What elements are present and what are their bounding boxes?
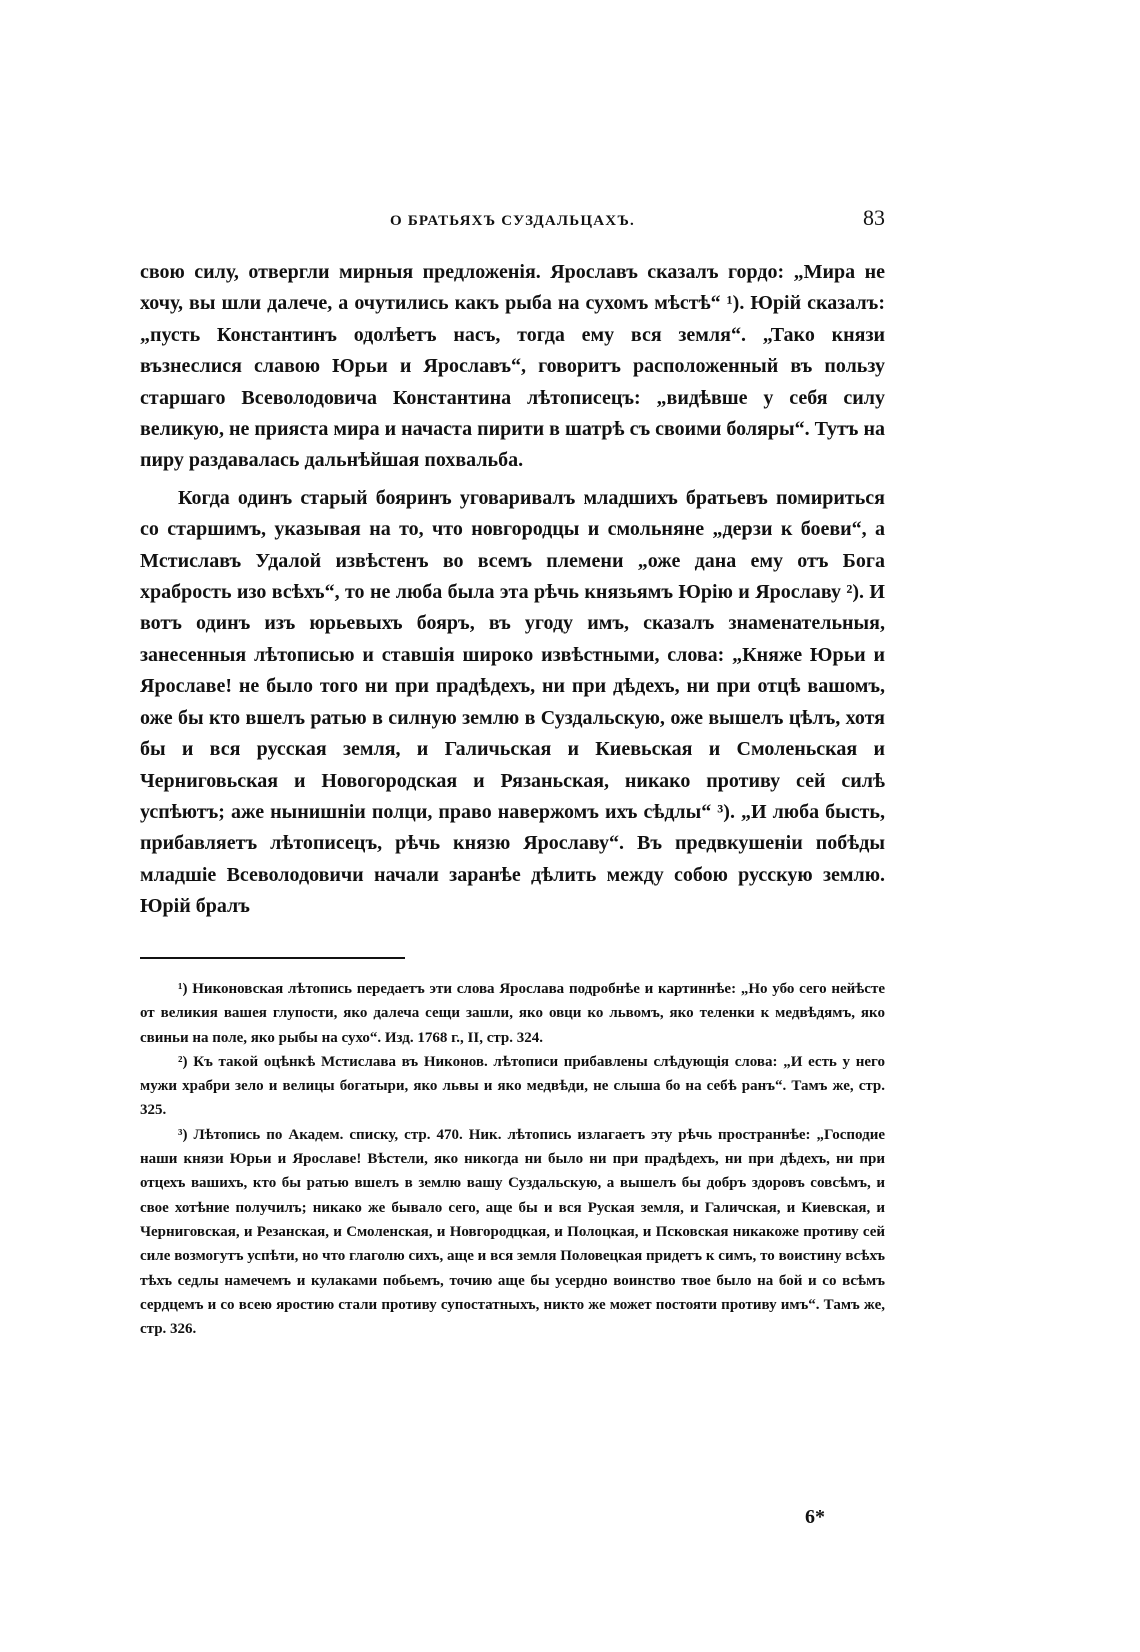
signature-mark: 6* [805,1506,825,1528]
body-paragraph: свою силу, отвергли мирныя предложенія. Ярославъ сказалъ гордо: „Мира не хочу, вы шли далече, а очутились какъ рыба на сухомъ мѣстѣ“ ¹). Юрій сказалъ: „пусть Константинъ одолѣетъ насъ, тогда ему вся земля“. „Тако князи възнеслися славою Юрьи и Ярославъ“, говоритъ расположенный въ пользу старшаго Всеволодовича Константина лѣтописецъ: „видѣвше у себя силу великую, не прияста мира и начаста пирити в шатрѣ съ своими боляры“. Тутъ на пиру раздавалась дальнѣйшая похвальба. [140,261,885,472]
footnote-1: ¹) Никоновская лѣтопись передаетъ эти слова Ярослава подробнѣе и картиннѣе: „Но убо сего нейѣсте от великия вашея глупости, яко далеча сещи зашли, яко овци ко львомъ, яко теленки к медвѣдямъ, яко свиньи на поле, яко рыбы на сухо“. Изд. 1768 г., II, стр. 324. [140,981,885,1046]
running-title: О БРАТЬЯХЪ СУЗДАЛЬЦАХЪ. [390,213,635,229]
running-head [140,205,885,245]
page-number: 83 [863,205,885,230]
footnote-3: ³) Лѣтопись по Академ. списку, стр. 470. Ник. лѣтопись излагаетъ эту рѣчь пространнѣе: „Господие наши князи Юрьи и Ярославе! Вѣстели, яко никогда ни было ни при прадѣдехъ, ни при дѣдехъ, ни при отцехъ вашихъ, кто бы ратью вшелъ в землю вашу Суздальскую, а вышелъ бы добръ здоровъ совсѣмъ, и свое хотѣние получилъ; никако же бывало сего, аще бы и вся Руская земля, и Галичская, и Киевская, и Черниговская, и Резанская, и Смоленская, и Новгородцкая, и Полоцкая, и Псковская никакоже противу сей силе возмогутъ успѣти, но что глаголю сихъ, аще и вся земля Половецкая придетъ к симъ, то воистину всѣхъ тѣхъ седлы намечемъ и кулаками побьемъ, точию аще бы усердно воинство твое было на бой и со всѣмъ сердцемъ и со всею яростию стали противу супостатныхъ, никто же может постояти противу имъ“. Тамъ же, стр. 326. [140,1126,885,1338]
footnote-divider [140,957,405,959]
body-paragraph: Когда одинъ старый бояринъ уговаривалъ младшихъ братьевъ помириться со старшимъ, указывая на то, что новгородцы и смольняне „дерзи к боеви“, а Мстиславъ Удалой извѣстенъ во всемъ племени „оже дана ему отъ Бога храбрость изо всѣхъ“, то не люба была эта рѣчь князьямъ Юрію и Ярославу ²). И вотъ одинъ изъ юрьевыхъ бояръ, въ угоду имъ, сказалъ знаменательныя, занесенныя лѣтописью и ставшія широко извѣстными, слова: „Княже Юрьи и Ярославе! не было того ни при прадѣдехъ, ни при дѣдехъ, ни при отцѣ вашомъ, оже бы кто вшелъ ратью в силную землю в Суздальскую, оже вышелъ цѣлъ, хотя бы и вся русская земля, и Галичьская и Киевьская и Смоленьская и Черниговьская и Новогородская и Рязаньская, никако противу сей силѣ успѣютъ; аже нынишніи полци, право навержомъ ихъ сѣдлы“ ³). „И люба бысть, прибавляетъ лѣтописецъ, рѣчь князю Ярославу“. Въ предвкушеніи побѣды младшіе Всеволодовичи начали заранѣе дѣлить между собою русскую землю. Юрій бралъ [140,486,885,918]
footnote-2: ²) Къ такой оцѣнкѣ Мстислава въ Никонов. лѣтописи прибавлены слѣдующія слова: „И есть у него мужи храбри зело и велицы богатыри, яко львы и яко медвѣди, не слыша бо на себѣ ранъ“. Тамъ же, стр. 325. [140,1053,885,1119]
footnotes [140,977,885,1341]
body-text [140,257,885,923]
